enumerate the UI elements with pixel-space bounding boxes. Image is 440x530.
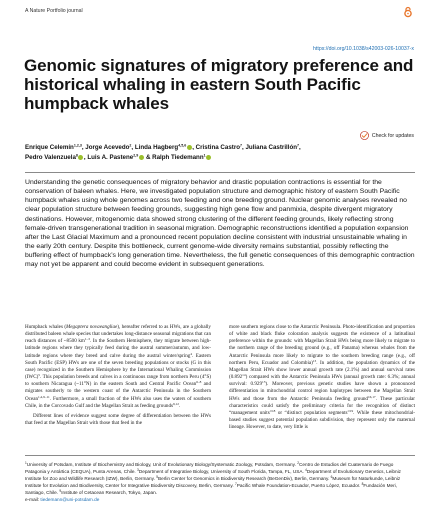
body-text: ) compared with the Antarctic Peninsula HWs (annual growth rate: 6.3%; annual survival: 0.929 <box>229 374 415 388</box>
orcid-icon[interactable] <box>187 145 192 150</box>
body-text: and migrates southerly to the western coast of the Antarctic Peninsula in the Southern Ocean <box>25 381 211 402</box>
affiliation-text: Fundación Meri, Santiago, Chile. <box>25 483 397 496</box>
citation-marker[interactable]: 15 <box>262 380 266 385</box>
doi-link[interactable]: https://doi.org/10.1038/s42003-026-10037-x <box>313 46 414 52</box>
journal-name: A Nature Portfolio journal <box>25 8 83 14</box>
corresponding-email <box>25 496 415 503</box>
affiliation-text: Department of Integrative Biology, University of South Florida, Tampa, FL, USA. <box>138 469 306 475</box>
body-paragraph <box>229 324 415 431</box>
author-affiliation-marker: 4,5,6 <box>178 143 187 148</box>
author-separator: , <box>192 144 196 151</box>
orcid-icon[interactable] <box>203 153 211 160</box>
body-text: Different lines of evidence suggest some degree of differentiation between the HWs that feed at the Magellan Strait with those that feed in the <box>25 412 211 427</box>
author-name[interactable]: Jorge Acevedo <box>85 144 130 151</box>
body-text: . In addition, the population dynamics of the Magellan Strait HWs show lower annual growth rate (2.1%) and annual survival rates (0.892 <box>229 359 415 381</box>
author-affiliation-marker: 8 <box>75 153 78 158</box>
body-text: more southern regions close to the Antarctic Peninsula. Photo-identification and proportion of white and black fluke coloration analysis suggests the existence of a latitudinal preference within the grounds: with Magellan Strait HWs being more likely to migrate to the northern range of the breeding ground (e.g., off Panama) whereas whales from the Antarctic Peninsula more likely to migrate to the southern breeding range (e.g., off northern Peru, Ecuador and Colombia) <box>229 324 415 366</box>
species-name: Megaptera novaeangliae <box>66 324 118 330</box>
citation-marker[interactable]: 13 <box>312 358 317 363</box>
author-separator: , <box>242 144 246 151</box>
author-affiliation-marker: 7 <box>240 143 243 148</box>
author-separator: , <box>81 144 86 151</box>
body-text: ), hereafter referred to as HWs, are a globally distributed baleen whale species that undertakes long-distance seasonal migrations that can reach distances of ~8500 km <box>25 324 211 345</box>
author-name[interactable]: Enrique Celemín <box>25 144 74 151</box>
affiliation-marker: 6 <box>330 475 333 480</box>
author-name[interactable]: Cristina Castro <box>195 144 241 151</box>
body-text: or “distinct population segments” <box>275 409 350 416</box>
affiliation-marker: 9 <box>59 489 62 494</box>
affiliation-text: Institute of Cetacean Research, Tokyo, Japan. <box>61 490 157 496</box>
citation-marker[interactable]: 6–8 <box>196 380 202 385</box>
author-name[interactable]: Luis A. Pastene <box>87 154 134 161</box>
affiliation-text: University of Potsdam, Institute of Biochemistry and Biology, Unit of Evolutionary Biology/Systematic Zoology, Potsdam, Germany. <box>26 462 298 467</box>
affiliation-list <box>25 461 415 496</box>
citation-marker[interactable]: 18 <box>271 408 276 413</box>
body-text: . These particular characteristics could satisfy the preliminary criteria for the recognition of distinct “management units” <box>229 395 415 416</box>
citation-marker[interactable]: 14 <box>242 373 246 378</box>
citation-marker[interactable]: 4 <box>190 351 193 356</box>
author-separator: & <box>144 154 153 161</box>
open-access-icon[interactable] <box>402 6 414 18</box>
body-text: ). Moreover, previous genetic studies have shown a pronounced differentiation in mitochondrial control region haplotypes between the Magellan Strait HWs and those from the Antarctic Peninsula feeding ground <box>229 381 416 402</box>
affiliation-text: Museum für Naturkunde, Leibniz Institute for Evolution and Biodiversity, Center for Integrative Biodiversity Discovery, Berlin, Germany. <box>25 476 401 489</box>
affiliation-text: Berlin Center for Genomics in Biodiversity Research (BeGenDiv), Berlin, Germany. <box>158 476 331 482</box>
affiliation-marker: 3 <box>137 468 139 473</box>
divider <box>25 172 415 173</box>
author-name[interactable]: Pedro Valenzuela <box>25 154 76 161</box>
abstract: Understanding the genetic consequences of migratory behavior and drastic population contractions is essential for the conservation of baleen whales. Here, we investigated population structure and demographic history of eastern South Pacific humpback whales using whole genomes across two feeding and one breeding ground. Nuclear genomic analyses revealed no clear population structure between feeding grounds, suggesting high gene flow and panmixia, despite divergent migratory destinations. However, mitogenomic data showed strong clustering of the different feeding grounds, likely reflecting strong female-driven transgenerational tradition in seasonal migration. Demographic reconstructions identified a population expansion after the Last Glacial Maximum and a pronounced recent population decline consistent with industrial unsustainable whaling in the early 20th century. Despite this bottleneck, current genome-wide diversity remains substantial, possibly reflecting the buffering effect of humpback’s long generation time. Nevertheless, the full genetic consequences of this demographic contraction may not yet be apparent and could become evident in subsequent generations. <box>25 179 415 269</box>
email-label: e-mail: <box>25 497 41 503</box>
affiliation-marker: 2 <box>297 461 299 465</box>
author-name[interactable]: Linda Hagberg <box>134 144 179 151</box>
author-affiliation-marker: 1 <box>203 153 206 158</box>
body-text: . This population breeds and calves in a continuous range from northern Peru (4°S) to southern Nicaragua (~11°N) in the eastern South and Central Pacific Ocean <box>25 374 211 388</box>
author-name[interactable]: Juliana Castrillón <box>245 144 298 151</box>
affiliation-text: Department of Evolutionary Genetics, Leibniz Institute for Zoo and Wildlife Research (IZW), Berlin, Germany. <box>25 469 401 482</box>
body-paragraph <box>25 324 211 410</box>
author-separator: , <box>131 144 135 151</box>
author-affiliation-marker: 2,9 <box>133 153 139 158</box>
body-text: . In the Southern Hemisphere, they migrate between high-latitude regions where they typically feed during the austral summer/autumn, and low-latitude regions where they breed and calve during the austral winter/spring <box>25 338 211 359</box>
author-list <box>25 143 315 163</box>
check-for-updates-label: Check for updates <box>371 132 414 139</box>
affiliation-marker: 7 <box>234 482 237 487</box>
author-name[interactable]: Ralph Tiedemann <box>152 154 204 161</box>
citation-marker[interactable]: 16,17 <box>367 394 376 399</box>
body-text: . <box>178 402 181 409</box>
citation-marker[interactable]: 1–3 <box>84 337 90 342</box>
body-text: . While these mitochondrial-based studies suggest potential population subdivision, they represent only the maternal lineage. However, to date, very little is <box>229 409 415 431</box>
orcid-icon[interactable] <box>75 153 83 160</box>
body-text: Humpback whales ( <box>25 324 67 330</box>
author-affiliation-marker: 2 <box>129 143 132 148</box>
citation-marker[interactable]: 19 <box>349 408 354 413</box>
divider <box>25 455 415 456</box>
author-separator: , <box>83 154 88 161</box>
citation-marker[interactable]: 5 <box>38 373 40 378</box>
body-column-left <box>25 324 211 430</box>
body-text: . Eastern South Pacific (ESP) HWs are one of the seven breeding populations or stocks (G in this case) recognized in the Southern Hemisphere by the International Whaling Commission (IWC) <box>25 352 211 381</box>
body-paragraph <box>25 413 211 427</box>
author-affiliation-marker: 7 <box>297 143 300 148</box>
author-affiliation-marker: 1,2,3 <box>73 143 82 148</box>
check-for-updates-button[interactable] <box>360 131 414 140</box>
author-separator: , <box>299 144 301 151</box>
affiliation-marker: 5 <box>156 475 158 480</box>
affiliation-text: Pacific Whale Foundation-Ecuador, Puerto López, Ecuador. <box>236 483 362 489</box>
affiliation-marker: 8 <box>361 482 364 487</box>
affiliation-marker: 1 <box>25 461 27 465</box>
citation-marker[interactable]: 9,12 <box>172 401 179 406</box>
body-column-right <box>229 324 415 434</box>
article-title: Genomic signatures of migratory preference and historical whaling in eastern South Pacific humpback whales <box>24 56 414 113</box>
affiliations <box>25 461 415 504</box>
affiliation-text: Centro de Estudios del Cuaternario de Fuego Patagonia y Antártica (CEQUA), Punta Arenas, Chile. <box>25 462 394 475</box>
citation-marker[interactable]: 1,4,9–11 <box>38 394 50 399</box>
check-for-updates-icon <box>360 131 369 140</box>
email-link[interactable]: tiedemann@uni-potsdam.de <box>40 497 100 503</box>
affiliation-marker: 4 <box>305 468 307 473</box>
orcid-icon[interactable] <box>139 155 144 160</box>
body-text: . Furthermore, a small fraction of the HWs also uses the waters of southern Chile, in the Corcovado Gulf and the Magellan Strait as feeding grounds <box>25 395 211 409</box>
